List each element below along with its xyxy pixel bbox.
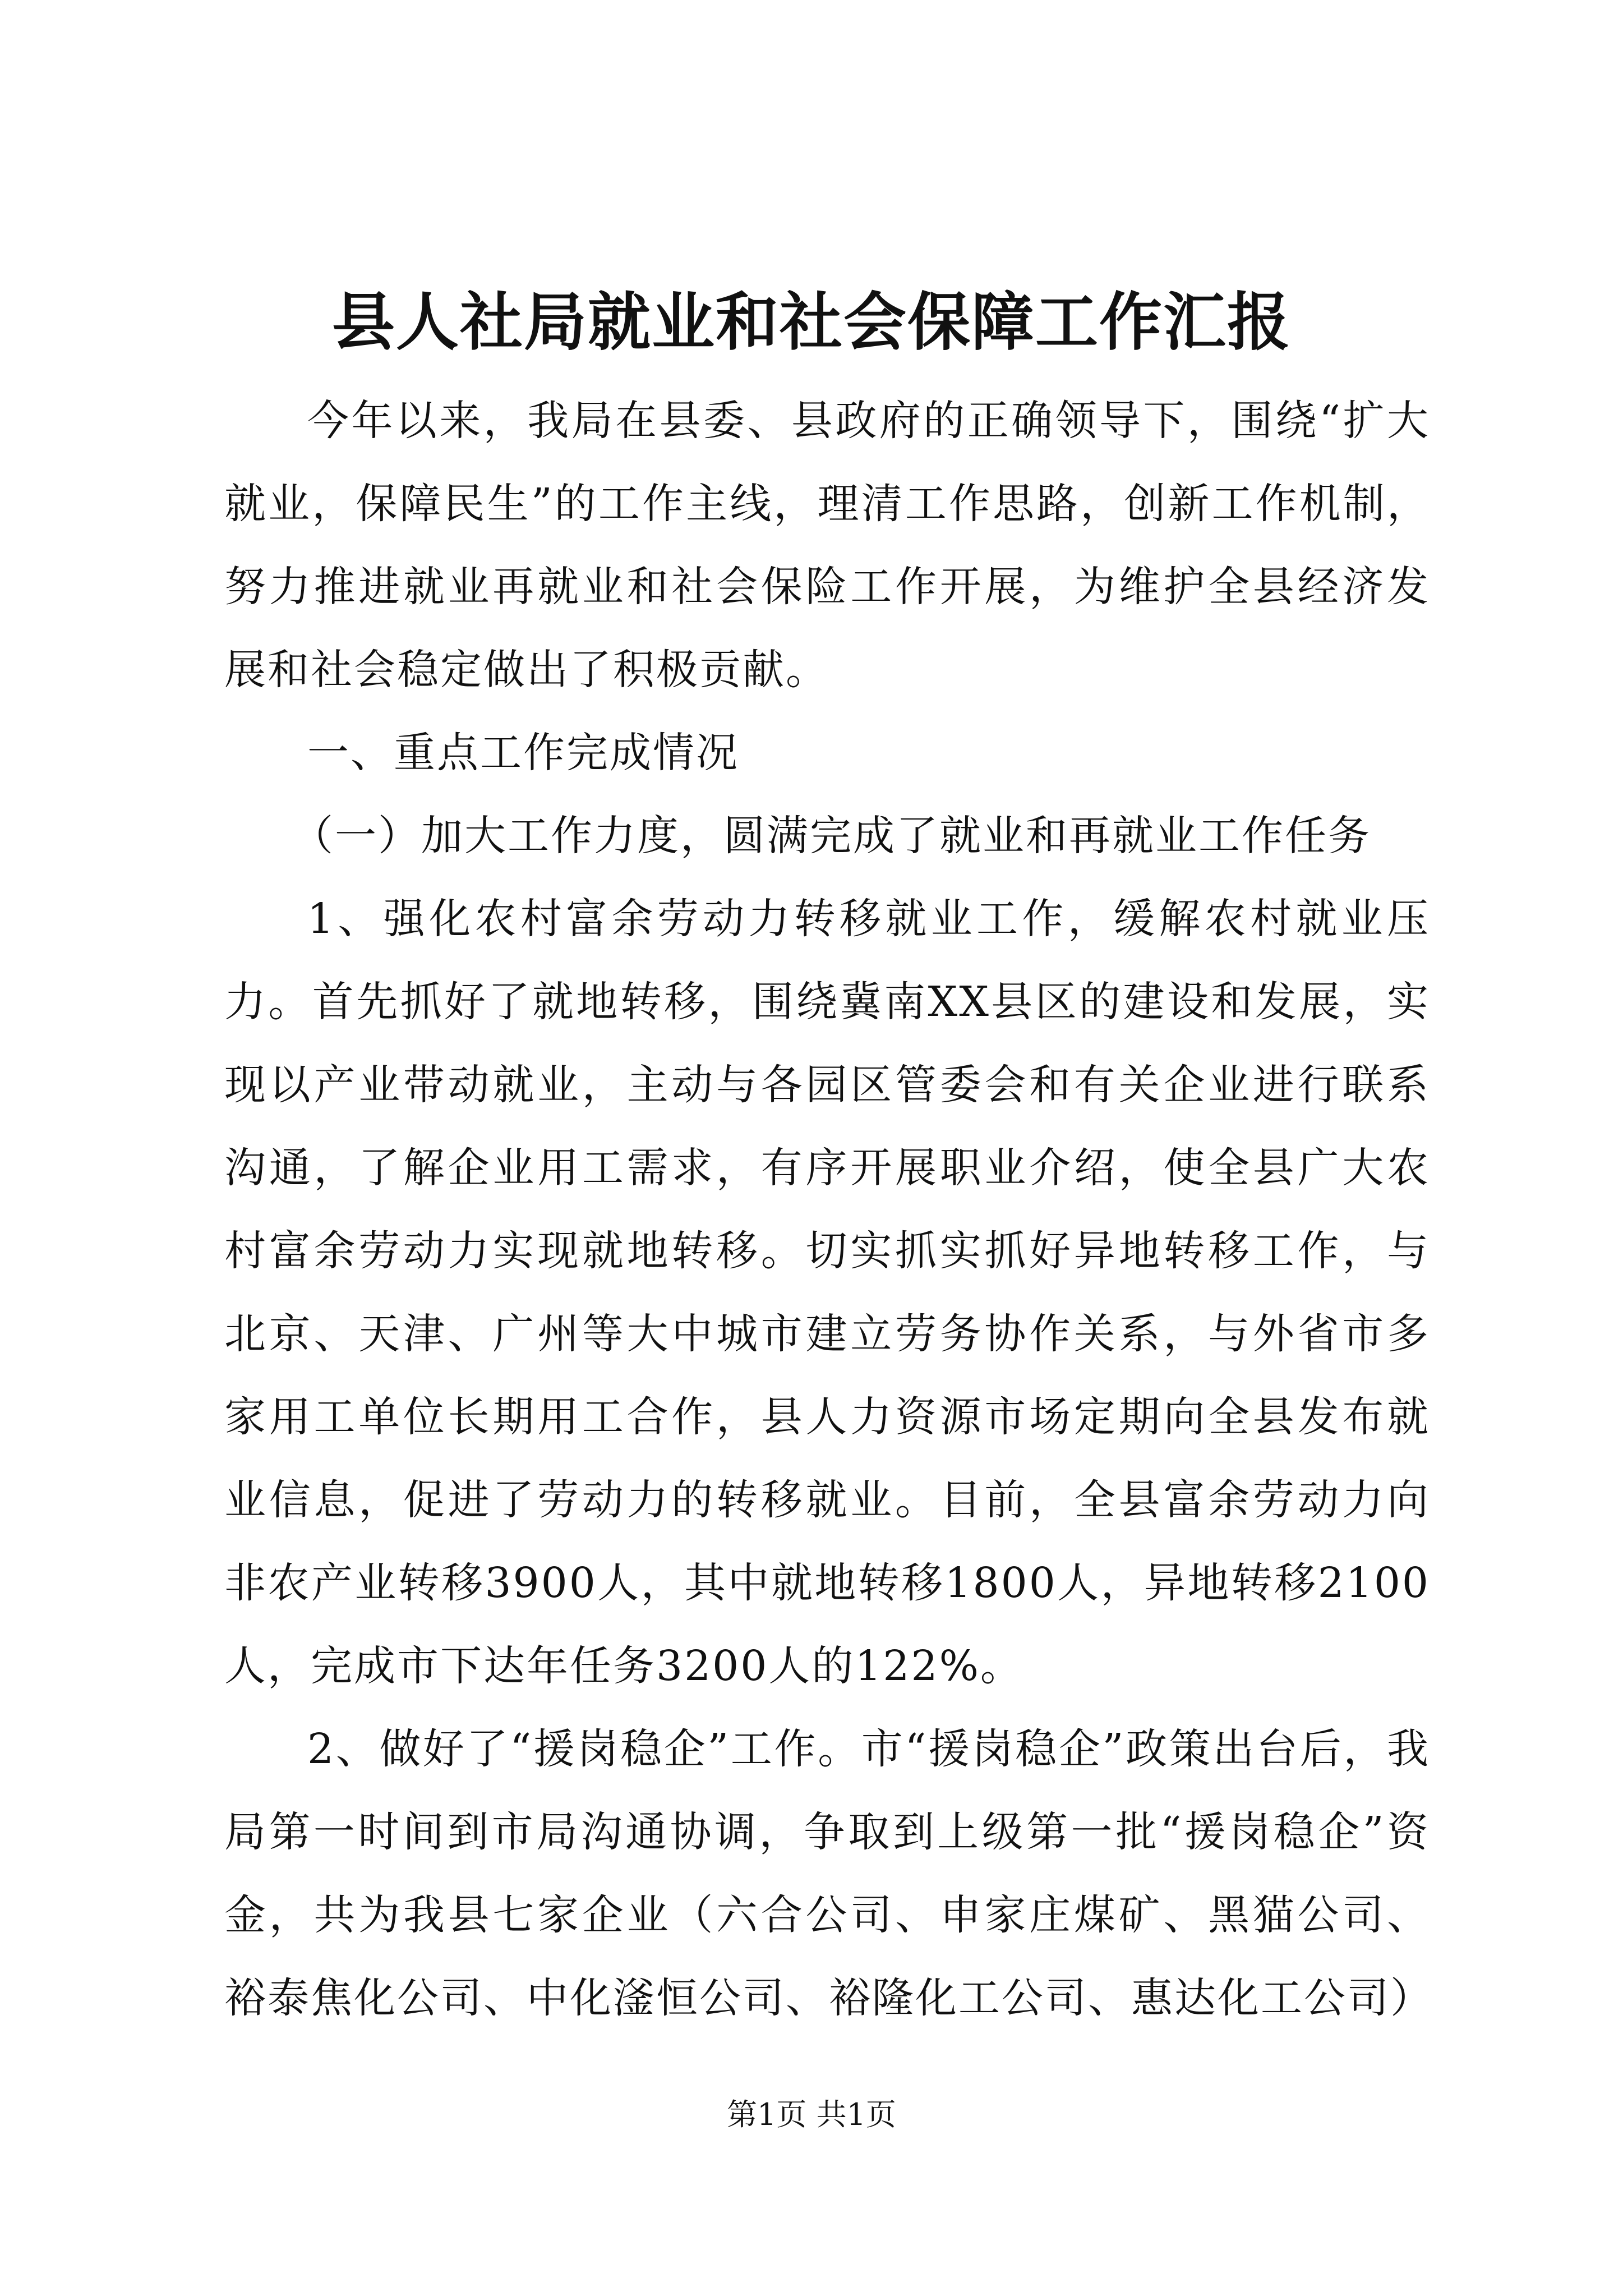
- page-number-footer: 第1页 共1页: [727, 2097, 896, 2132]
- intro-paragraph: 今年以来，我局在县委、县政府的正确领导下，围绕“扩大就业，保障民生”的工作主线，理清工作思路，创新工作机制，努力推进就业再就业和社会保险工作开展，为维护全县经济发展和社会稳定做出了积极贡献。: [224, 397, 1430, 694]
- document-body: [224, 379, 1433, 2040]
- item-paragraph-1: 1、强化农村富余劳动力转移就业工作，缓解农村就业压力。首先抓好了就地转移，围绕冀南XX县区的建设和发展，实现以产业带动就业，主动与各园区管委会和有关企业进行联系沟通，了解企业用工需求，有序开展职业介绍，使全县广大农村富余劳动力实现就地转移。切实抓实抓好异地转移工作，与北京、天津、广州等大中城市建立劳务协作关系，与外省市多家用工单位长期用工合作，县人力资源市场定期向全县发布就业信息，促进了劳动力的转移就业。目前，全县富余劳动力向非农产业转移3900人，其中就地转移1800人，异地转移2100人，完成市下达年任务3200人的122%。: [224, 895, 1430, 1690]
- document-title: 县人社局就业和社会保障工作汇报: [332, 286, 1291, 359]
- subsection-heading: （一）加大工作力度，圆满完成了就业和再就业工作任务: [292, 812, 1371, 860]
- section-heading: 一、重点工作完成情况: [307, 729, 739, 777]
- item-paragraph-2: 2、做好了“援岗稳企”工作。市“援岗稳企”政策出台后，我局第一时间到市局沟通协调，争取到上级第一批“援岗稳企”资金，共为我县七家企业（六合公司、申家庄煤矿、黑猫公司、裕泰焦化公司、中化滏恒公司、裕隆化工公司、惠达化工公司）: [224, 1725, 1433, 2022]
